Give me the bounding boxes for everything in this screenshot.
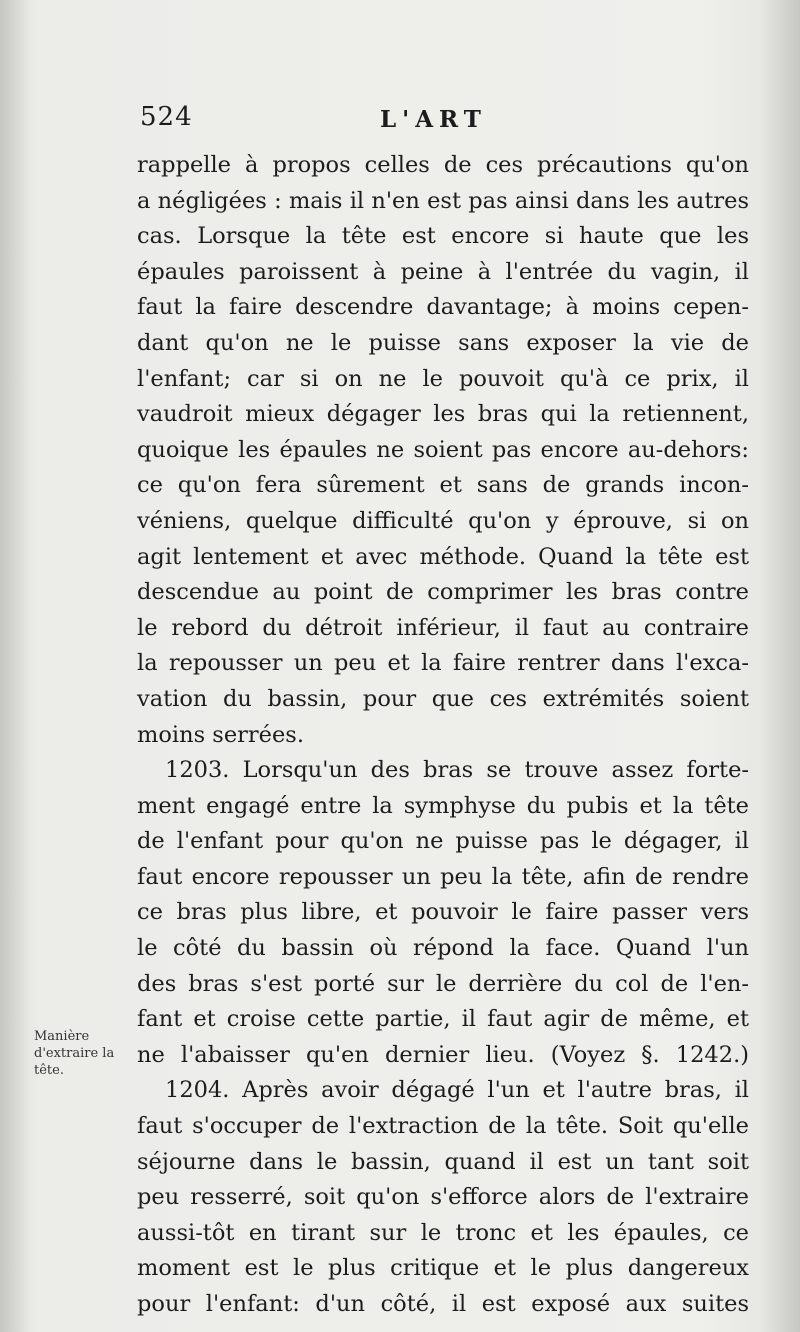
text-line: la repousser un peu et la faire rentrer dans l'exca- [137,650,749,677]
text-line: descendue au point de comprimer les bras contre [137,579,749,606]
page-edge-shadow [760,0,800,1332]
text-line: dant qu'on ne le puisse sans exposer la vie de [137,329,749,356]
margin-note-line: Manière [34,1029,90,1044]
margin-note-line: tête. [34,1063,64,1078]
text-line: agit lentement et avec méthode. Quand la tête est [137,543,749,570]
text-line: pour l'enfant: d'un côté, il est exposé aux suites [137,1291,749,1317]
page-header [140,102,740,142]
text-line: a négligées : mais il n'en est pas ainsi dans les autres [137,187,749,214]
text-line: ment engagé entre la symphyse du pubis et la tête [137,792,749,819]
text-line: rappelle à propos celles de ces précautions qu'on [137,152,749,178]
text-line: vation du bassin, pour que ces extrémités soient [137,685,749,712]
margin-note [34,1028,142,1079]
text-line: de l'enfant pour qu'on ne puisse pas le dégager, il [137,828,749,855]
text-line: le rebord du détroit inférieur, il faut au contraire [137,614,749,641]
text-line: cas. Lorsque la tête est encore si haute que les [137,223,749,250]
text-line: fant et croise cette partie, il faut agir de même, et [137,1006,749,1033]
text-line: ce bras plus libre, et pouvoir le faire passer vers [137,899,749,926]
text-line: ne l'abaisser qu'en dernier lieu. (Voyez §. 1242.) [137,1041,749,1068]
text-line: l'enfant; car si on ne le pouvoit qu'à ce prix, il [137,365,749,392]
text-line: faut s'occuper de l'extraction de la tête. Soit qu'elle [137,1113,749,1140]
text-line: faut encore repousser un peu la tête, afin de rendre [137,863,749,890]
text-line: peu resserré, soit qu'on s'efforce alors de l'extraire [137,1184,749,1211]
text-line: le côté du bassin où répond la face. Quand l'un [137,935,749,962]
body-text [137,148,749,1323]
text-line: moment est le plus critique et le plus dangereux [137,1255,749,1282]
paragraph-1204-start: 1204. Après avoir dégagé l'un et l'autre bras, il [165,1077,749,1104]
text-line: véniens, quelque difficulté qu'on y éprouve, si on [137,507,749,534]
text-line: aussi-tôt en tirant sur le tronc et les épaules, ce [137,1219,749,1246]
text-line: faut la faire descendre davantage; à moins cepen- [137,294,749,321]
text-line: des bras s'est porté sur le derrière du col de l'en- [137,970,749,997]
text-line: séjourne dans le bassin, quand il est un tant soit [137,1148,749,1175]
text-line: vaudroit mieux dégager les bras qui la retiennent, [137,401,749,428]
page-number: 524 [140,102,193,132]
text-line: épaules paroissent à peine à l'entrée du vagin, il [137,258,749,285]
text-line: quoique les épaules ne soient pas encore au-dehors: [137,436,749,463]
text-line: moins serrées. [137,721,304,748]
paragraph-1203-start: 1203. Lorsqu'un des bras se trouve assez forte- [165,757,749,784]
margin-note-line: d'extraire la [34,1046,115,1061]
text-line: ce qu'on fera sûrement et sans de grands incon- [137,472,749,499]
page-gutter-shadow [0,0,30,1332]
running-head: L'ART [380,106,487,133]
